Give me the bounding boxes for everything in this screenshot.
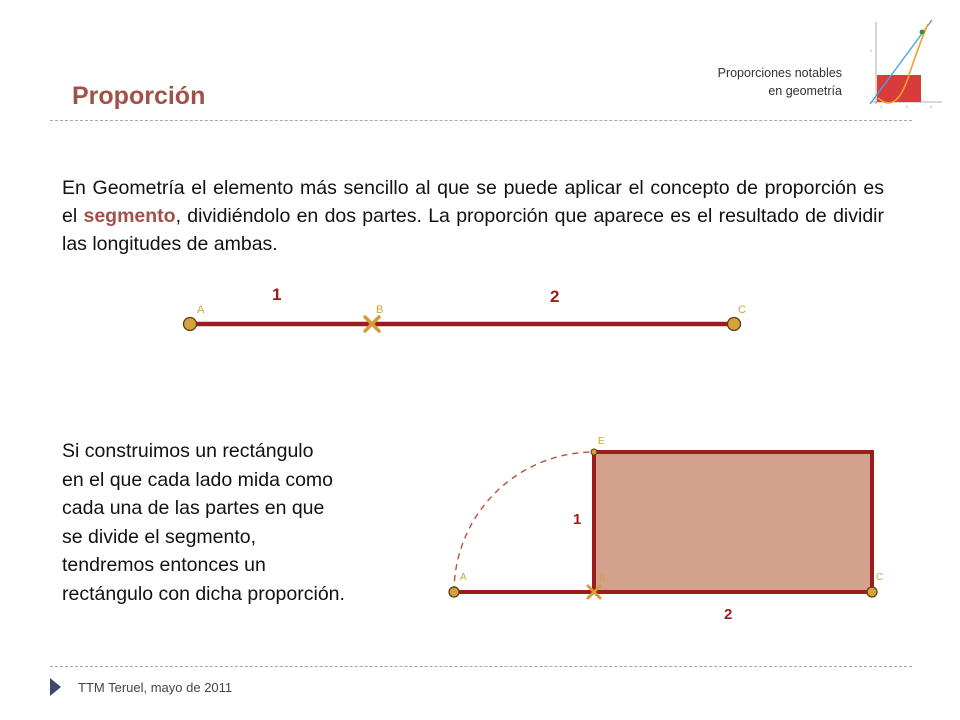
side-label: 1 xyxy=(573,511,582,528)
intro-text-before: En Geometría el elemento más sencillo al que se puede aplicar el concepto de proporción es el xyxy=(62,177,884,227)
paragraph-line: se divide el segmento, xyxy=(62,525,257,548)
svg-text:3: 3 xyxy=(930,104,933,108)
point-a-label: A xyxy=(460,572,467,583)
intro-text-after: , dividiéndolo en dos partes. La proporción que aparece es el resultado de dividir las longitudes de ambas. xyxy=(62,205,884,255)
base-label: 2 xyxy=(724,606,733,623)
paragraph-line: rectángulo con dicha proporción. xyxy=(62,582,345,605)
intro-paragraph xyxy=(62,174,884,258)
svg-text:2: 2 xyxy=(870,48,873,53)
point-e-label: E xyxy=(598,436,605,447)
footer-text: TTM Teruel, mayo de 2011 xyxy=(78,680,233,695)
rectangle-figure xyxy=(440,428,900,628)
paragraph-line: en el que cada lado mida como xyxy=(62,468,334,491)
presentation-subtitle xyxy=(718,64,842,100)
point-c-label: C xyxy=(738,304,746,316)
point-e-marker xyxy=(591,449,597,455)
paragraph-line: Si construimos un rectángulo xyxy=(62,440,314,462)
part2-label: 2 xyxy=(550,287,560,306)
paragraph-line: cada una de las partes en que xyxy=(62,497,325,519)
header-divider xyxy=(50,120,912,121)
play-arrow-icon xyxy=(50,678,62,696)
point-c-marker xyxy=(728,318,741,331)
footer-divider xyxy=(50,666,912,667)
point-a-label: A xyxy=(197,304,205,316)
svg-text:2: 2 xyxy=(906,104,909,108)
svg-text:1: 1 xyxy=(880,104,883,108)
intro-highlight-segment: segmento xyxy=(83,205,176,227)
paragraph-line: tendremos entonces un xyxy=(62,554,266,576)
proportion-rectangle xyxy=(594,452,872,592)
point-a-marker xyxy=(449,587,459,597)
page-title: Proporción xyxy=(72,82,206,110)
point-b-label: B xyxy=(376,304,384,316)
part1-label: 1 xyxy=(272,285,282,304)
golden-ratio-graph-icon xyxy=(866,18,944,108)
point-b-label: B xyxy=(599,573,606,584)
point-c-label: C xyxy=(876,572,884,583)
rectangle-paragraph xyxy=(62,437,422,608)
point-c-marker xyxy=(867,587,877,597)
subtitle-line-1: Proporciones notables xyxy=(717,66,842,80)
segment-figure xyxy=(170,278,770,348)
subtitle-line-2: en geometría xyxy=(768,84,842,98)
point-a-marker xyxy=(184,318,197,331)
